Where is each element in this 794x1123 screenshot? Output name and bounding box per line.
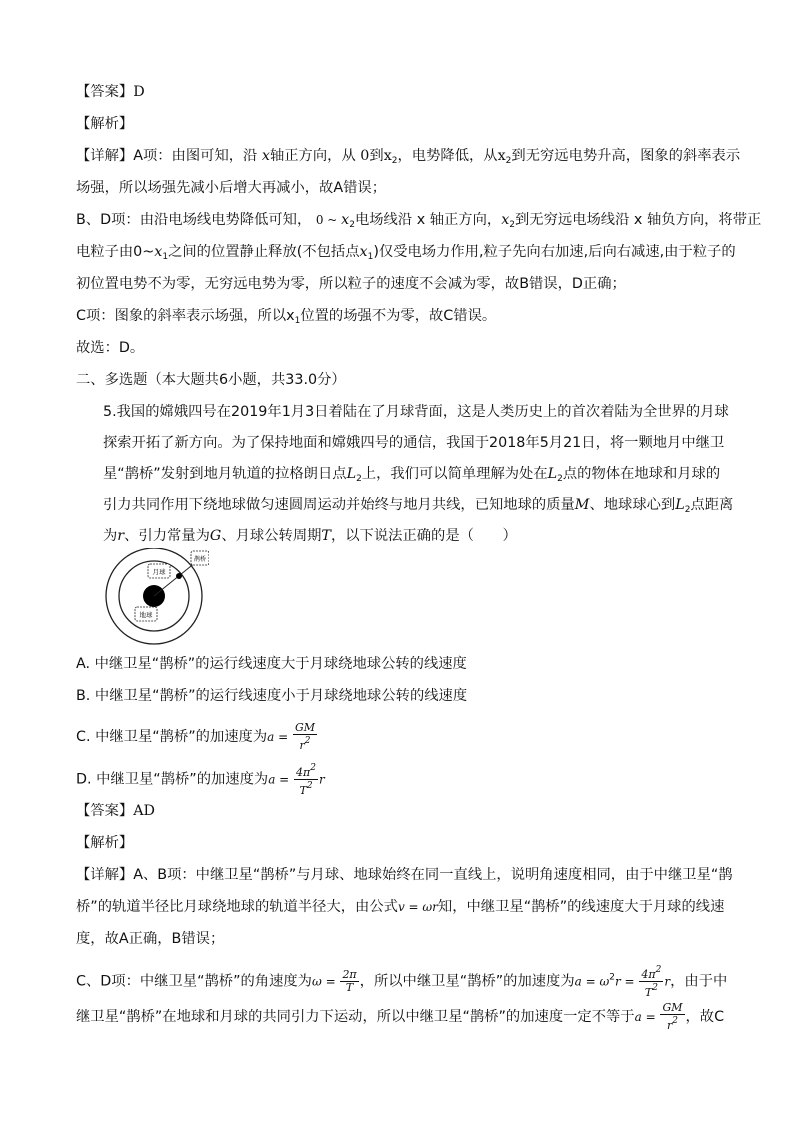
q4-detail-line-1: 【详解】A项：由图可知，沿 x轴正方向，从 0到$x_2$，电势降低，从$x_2$到无穷远电势升高，图象的斜率表示 — [76, 148, 741, 166]
option-d: D. 中继卫星“鹊桥”的加速度为a = $\frac{4\pi^2}{T^2}$ r — [76, 763, 325, 797]
q5-answer-line: 【答案】AD — [76, 803, 155, 819]
moon-label: 月球 — [152, 568, 166, 576]
earth-label: 地球 — [139, 611, 153, 619]
q5-stem-line-4: 引力共同作用下绕地球做匀速圆周运动并始终与地月共线，已知地球的质量M、地球球心到$L_2$点距离 — [103, 497, 734, 515]
q5-detail-line-4: C、D项：中继卫星“鹊桥”的角速度为ω = $\frac{2\pi}{T}$ ，所以中继卫星“鹊桥”的加速度为$a = \omega^2r$ = $\frac{4\pi^2}{T^2}$ r，由于中 — [76, 965, 728, 999]
q5-analysis-label: 【解析】 — [76, 835, 134, 851]
analysis-label: 【解析】 — [76, 116, 134, 132]
q4-detail-line-6: C项：图象的斜率表示场强，所以$x_1$位置的场强不为零，故C错误。 — [76, 308, 497, 326]
q5-stem-line-3: 星“鹊桥”发射到地月轨道的拉格朗日点$L_2$上，我们可以简单理解为处在$L_2$点的物体在地球和月球的 — [103, 466, 721, 484]
q5-detail-line-3: 度，故A正确，B错误； — [76, 931, 225, 947]
q5-detail-line-2: 桥”的轨道半径比月球绕地球的轨道半径大，由公式v = ωr知，中继卫星“鹊桥”的线速度大于月球的线速 — [76, 899, 725, 915]
q5-detail-line-1: 【详解】A、B项：中继卫星“鹊桥”与月球、地球始终在同一直线上，说明角速度相同，由于中继卫星“鹊 — [76, 867, 733, 883]
answer-label: 【答案】 — [76, 84, 134, 100]
q4-detail-line-3: B、D项：由沿电场线电势降低可知， 0 ~ $x_2$电场线沿 x 轴正方向，$x_2$到无穷远电场线沿 x 轴负方向，将带正 — [76, 212, 762, 230]
option-a: A. 中继卫星“鹊桥”的运行线速度大于月球绕地球公转的线速度 — [76, 656, 467, 672]
moon-body — [176, 573, 182, 579]
q4-detail-line-5: 初位置电势不为零，无穷远电势为零，所以粒子的速度不会减为零，故B错误，D正确； — [76, 276, 626, 292]
answer-value: D — [133, 84, 145, 100]
orbit-diagram — [103, 548, 209, 648]
q4-detail-line-4: 电粒子由$0\sim x_1$之间的位置静止释放(不包括点$x_1$)仅受电场力作用,粒子先向右加速,后向右减速,由于粒子的 — [76, 244, 736, 262]
q5-detail-line-5: 继卫星“鹊桥”在地球和月球的共同引力下运动，所以中继卫星“鹊桥”的加速度一定不等于a = $\frac{GM}{r^2}$ ，故C — [76, 1001, 725, 1032]
formula-4pi2-t2-b: $\frac{4\pi^2}{T^2}$ — [641, 965, 662, 999]
option-b: B. 中继卫星“鹊桥”的运行线速度小于月球绕地球公转的线速度 — [76, 688, 468, 704]
q4-detail-line-2: 场强，所以场强先减小后增大再减小，故A错误； — [76, 180, 387, 196]
option-c: C. 中继卫星“鹊桥”的加速度为a = $\frac{GM}{r^2}$ — [76, 721, 316, 752]
formula-gm-r2: $\frac{GM}{r^2}$ — [295, 721, 316, 752]
detail-label: 【详解】 — [76, 148, 134, 164]
formula-gm-r2-b: $\frac{GM}{r^2}$ — [662, 1001, 683, 1032]
q5-stem-line-2: 探索开拓了新方向。为了保持地面和嫦娥四号的通信，我国于2018年5月21日，将一颗地月中继卫 — [103, 435, 725, 451]
relay-label: 鹊桥 — [193, 556, 207, 563]
q4-conclusion: 故选：D。 — [76, 340, 145, 356]
answer-line — [76, 82, 145, 102]
section-heading: 二、多选题（本大题共6小题，共33.0分） — [76, 372, 346, 388]
q5-stem-line-5: 为r、引力常量为G、月球公转周期T，以下说法正确的是（ ） — [103, 528, 517, 544]
formula-4pi2-t2: $\frac{4\pi^2}{T^2}$ — [296, 763, 316, 797]
formula-2pi-t: $\frac{2\pi}{T}$ — [342, 968, 357, 994]
q5-stem-line-1: 5.我国的嫦娥四号在2019年1月3日着陆在了月球背面，这是人类历史上的首次着陆为全世界的月球 — [103, 404, 729, 420]
